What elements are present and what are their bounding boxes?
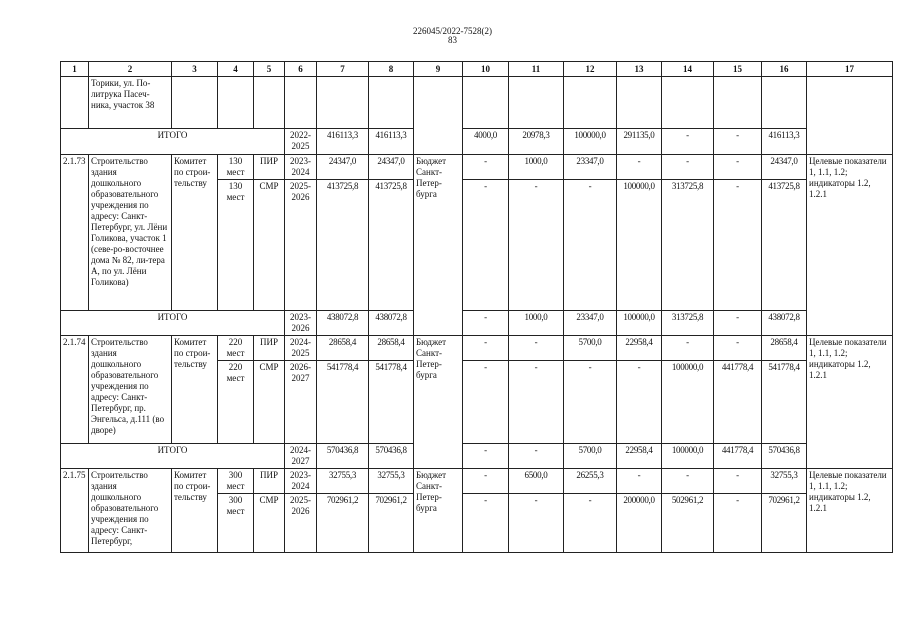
value-cell: -: [463, 155, 509, 180]
capacity: 300 мест: [218, 469, 254, 494]
table-row: [61, 469, 893, 494]
value-cell: 441778,4: [714, 444, 762, 469]
value-cell: -: [662, 155, 714, 180]
value-cell: 32755,3: [762, 469, 807, 494]
column-number: 14: [662, 62, 714, 77]
value-cell: -: [564, 180, 617, 311]
value-cell: 5700,0: [564, 444, 617, 469]
capacity: 130 мест: [218, 180, 254, 311]
value-cell: 570436,8: [762, 444, 807, 469]
value-cell: -: [463, 180, 509, 311]
value-cell: -: [509, 336, 564, 361]
value-cell: 32755,3: [369, 469, 414, 494]
column-number: 15: [714, 62, 762, 77]
value-cell: 26255,3: [564, 469, 617, 494]
value-cell: 702961,2: [762, 494, 807, 553]
customer: Комитет по строи-тельству: [172, 336, 218, 444]
value-cell: 28658,4: [317, 336, 369, 361]
total-label: ИТОГО: [61, 444, 285, 469]
value-cell: -: [564, 361, 617, 444]
value-cell: 438072,8: [762, 311, 807, 336]
value-cell: -: [714, 155, 762, 180]
value-cell: -: [617, 469, 662, 494]
capacity: 220 мест: [218, 361, 254, 444]
column-number: 5: [254, 62, 285, 77]
value-cell: -: [714, 180, 762, 311]
indicators: Целевые показатели 1, 1.1, 1.2; индикаторы 1.2, 1.2.1: [807, 155, 893, 336]
stage: СМР: [254, 361, 285, 444]
column-number: 3: [172, 62, 218, 77]
value-cell: 702961,2: [317, 494, 369, 553]
value-cell: 541778,4: [762, 361, 807, 444]
period: 2023-2024: [285, 155, 317, 180]
value-cell: -: [714, 336, 762, 361]
total-label: ИТОГО: [61, 129, 285, 155]
value-cell: 438072,8: [369, 311, 414, 336]
capacity: 300 мест: [218, 494, 254, 553]
column-number: 7: [317, 62, 369, 77]
value-cell: 416113,3: [317, 129, 369, 155]
value-cell: 438072,8: [317, 311, 369, 336]
table-row: [61, 336, 893, 361]
column-number-row: [61, 62, 893, 77]
value-cell: 1000,0: [509, 311, 564, 336]
funding-source: Бюджет Санкт-Петер-бурга: [414, 469, 463, 553]
value-cell: 416113,3: [369, 129, 414, 155]
page-number: 83: [448, 35, 457, 45]
value-cell: 6500,0: [509, 469, 564, 494]
item-code: 2.1.75: [61, 469, 89, 553]
document-registration-number: 226045/2022-7528(2): [413, 26, 492, 36]
customer: Комитет по строи-тельству: [172, 469, 218, 553]
value-cell: -: [509, 444, 564, 469]
stage: ПИР: [254, 469, 285, 494]
program-table: [60, 61, 893, 553]
column-number: 8: [369, 62, 414, 77]
period: 2026-2027: [285, 361, 317, 444]
value-cell: -: [714, 494, 762, 553]
stage: СМР: [254, 180, 285, 311]
value-cell: 100000,0: [564, 129, 617, 155]
period: 2023-2026: [285, 311, 317, 336]
value-cell: -: [617, 155, 662, 180]
indicators: Целевые показатели 1, 1.1, 1.2; индикаторы 1.2, 1.2.1: [807, 336, 893, 469]
value-cell: -: [509, 494, 564, 553]
column-number: 4: [218, 62, 254, 77]
value-cell: 541778,4: [317, 361, 369, 444]
total-label: ИТОГО: [61, 311, 285, 336]
value-cell: 502961,2: [662, 494, 714, 553]
value-cell: -: [662, 129, 714, 155]
value-cell: 200000,0: [617, 494, 662, 553]
value-cell: -: [564, 494, 617, 553]
value-cell: -: [617, 361, 662, 444]
value-cell: -: [463, 311, 509, 336]
column-number: 1: [61, 62, 89, 77]
value-cell: -: [714, 311, 762, 336]
column-number: 11: [509, 62, 564, 77]
value-cell: 23347,0: [564, 311, 617, 336]
value-cell: -: [714, 469, 762, 494]
value-cell: 28658,4: [369, 336, 414, 361]
object-name: Строительство здания дошкольного образовательного учреждения по адресу: Санкт-Петербург,: [89, 469, 172, 553]
value-cell: 416113,3: [762, 129, 807, 155]
capacity: 220 мест: [218, 336, 254, 361]
item-code: 2.1.73: [61, 155, 89, 311]
value-cell: -: [463, 444, 509, 469]
value-cell: 413725,8: [369, 180, 414, 311]
total-row: [61, 444, 893, 469]
value-cell: 22958,4: [617, 336, 662, 361]
period: 2025-2026: [285, 494, 317, 553]
value-cell: 32755,3: [317, 469, 369, 494]
indicators: Целевые показатели 1, 1.1, 1.2; индикаторы 1.2, 1.2.1: [807, 469, 893, 553]
stage: ПИР: [254, 336, 285, 361]
column-number: 9: [414, 62, 463, 77]
value-cell: -: [463, 469, 509, 494]
value-cell: 413725,8: [762, 180, 807, 311]
column-number: 16: [762, 62, 807, 77]
column-number: 13: [617, 62, 662, 77]
value-cell: -: [509, 180, 564, 311]
value-cell: -: [662, 336, 714, 361]
value-cell: 24347,0: [369, 155, 414, 180]
stage: СМР: [254, 494, 285, 553]
column-number: 10: [463, 62, 509, 77]
item-code: 2.1.74: [61, 336, 89, 444]
object-name: Строительство здания дошкольного образовательного учреждения по адресу: Санкт-Петербург, ул. Лёни Голикова, участок 1 (севе-ро-восточнее дома № 82, ли-тера А, по ул. Лёни Голикова): [89, 155, 172, 311]
value-cell: -: [463, 361, 509, 444]
value-cell: 291135,0: [617, 129, 662, 155]
value-cell: 100000,0: [617, 180, 662, 311]
value-cell: 313725,8: [662, 311, 714, 336]
value-cell: 413725,8: [317, 180, 369, 311]
funding-source: Бюджет Санкт-Петер-бурга: [414, 336, 463, 469]
value-cell: 313725,8: [662, 180, 714, 311]
column-number: 17: [807, 62, 893, 77]
capacity: 130 мест: [218, 155, 254, 180]
value-cell: -: [662, 469, 714, 494]
value-cell: 4000,0: [463, 129, 509, 155]
total-row: [61, 129, 893, 155]
stage: ПИР: [254, 155, 285, 180]
period: 2022-2025: [285, 129, 317, 155]
total-row: [61, 311, 893, 336]
value-cell: 24347,0: [317, 155, 369, 180]
customer: Комитет по строи-тельству: [172, 155, 218, 311]
funding-source: Бюджет Санкт-Петер-бурга: [414, 155, 463, 336]
column-number: 12: [564, 62, 617, 77]
period: 2023-2024: [285, 469, 317, 494]
object-name: Строительство здания дошкольного образовательного учреждения по адресу: Санкт-Петербург, пр. Энгельса, д.111 (во дворе): [89, 336, 172, 444]
value-cell: 20978,3: [509, 129, 564, 155]
column-number: 2: [89, 62, 172, 77]
value-cell: 24347,0: [762, 155, 807, 180]
period: 2024-2025: [285, 336, 317, 361]
value-cell: 100000,0: [662, 361, 714, 444]
table-row: [61, 77, 893, 129]
column-number: 6: [285, 62, 317, 77]
value-cell: -: [463, 336, 509, 361]
object-name: Торики, ул. По-литрука Пасеч-ника, участок 38: [89, 77, 172, 129]
value-cell: 5700,0: [564, 336, 617, 361]
value-cell: 570436,8: [317, 444, 369, 469]
value-cell: -: [509, 361, 564, 444]
period: 2025-2026: [285, 180, 317, 311]
value-cell: 100000,0: [662, 444, 714, 469]
table-row: [61, 155, 893, 180]
value-cell: -: [463, 494, 509, 553]
value-cell: 1000,0: [509, 155, 564, 180]
value-cell: 702961,2: [369, 494, 414, 553]
value-cell: 28658,4: [762, 336, 807, 361]
period: 2024-2027: [285, 444, 317, 469]
value-cell: 23347,0: [564, 155, 617, 180]
value-cell: -: [714, 129, 762, 155]
value-cell: 570436,8: [369, 444, 414, 469]
value-cell: 100000,0: [617, 311, 662, 336]
value-cell: 22958,4: [617, 444, 662, 469]
value-cell: 541778,4: [369, 361, 414, 444]
value-cell: 441778,4: [714, 361, 762, 444]
